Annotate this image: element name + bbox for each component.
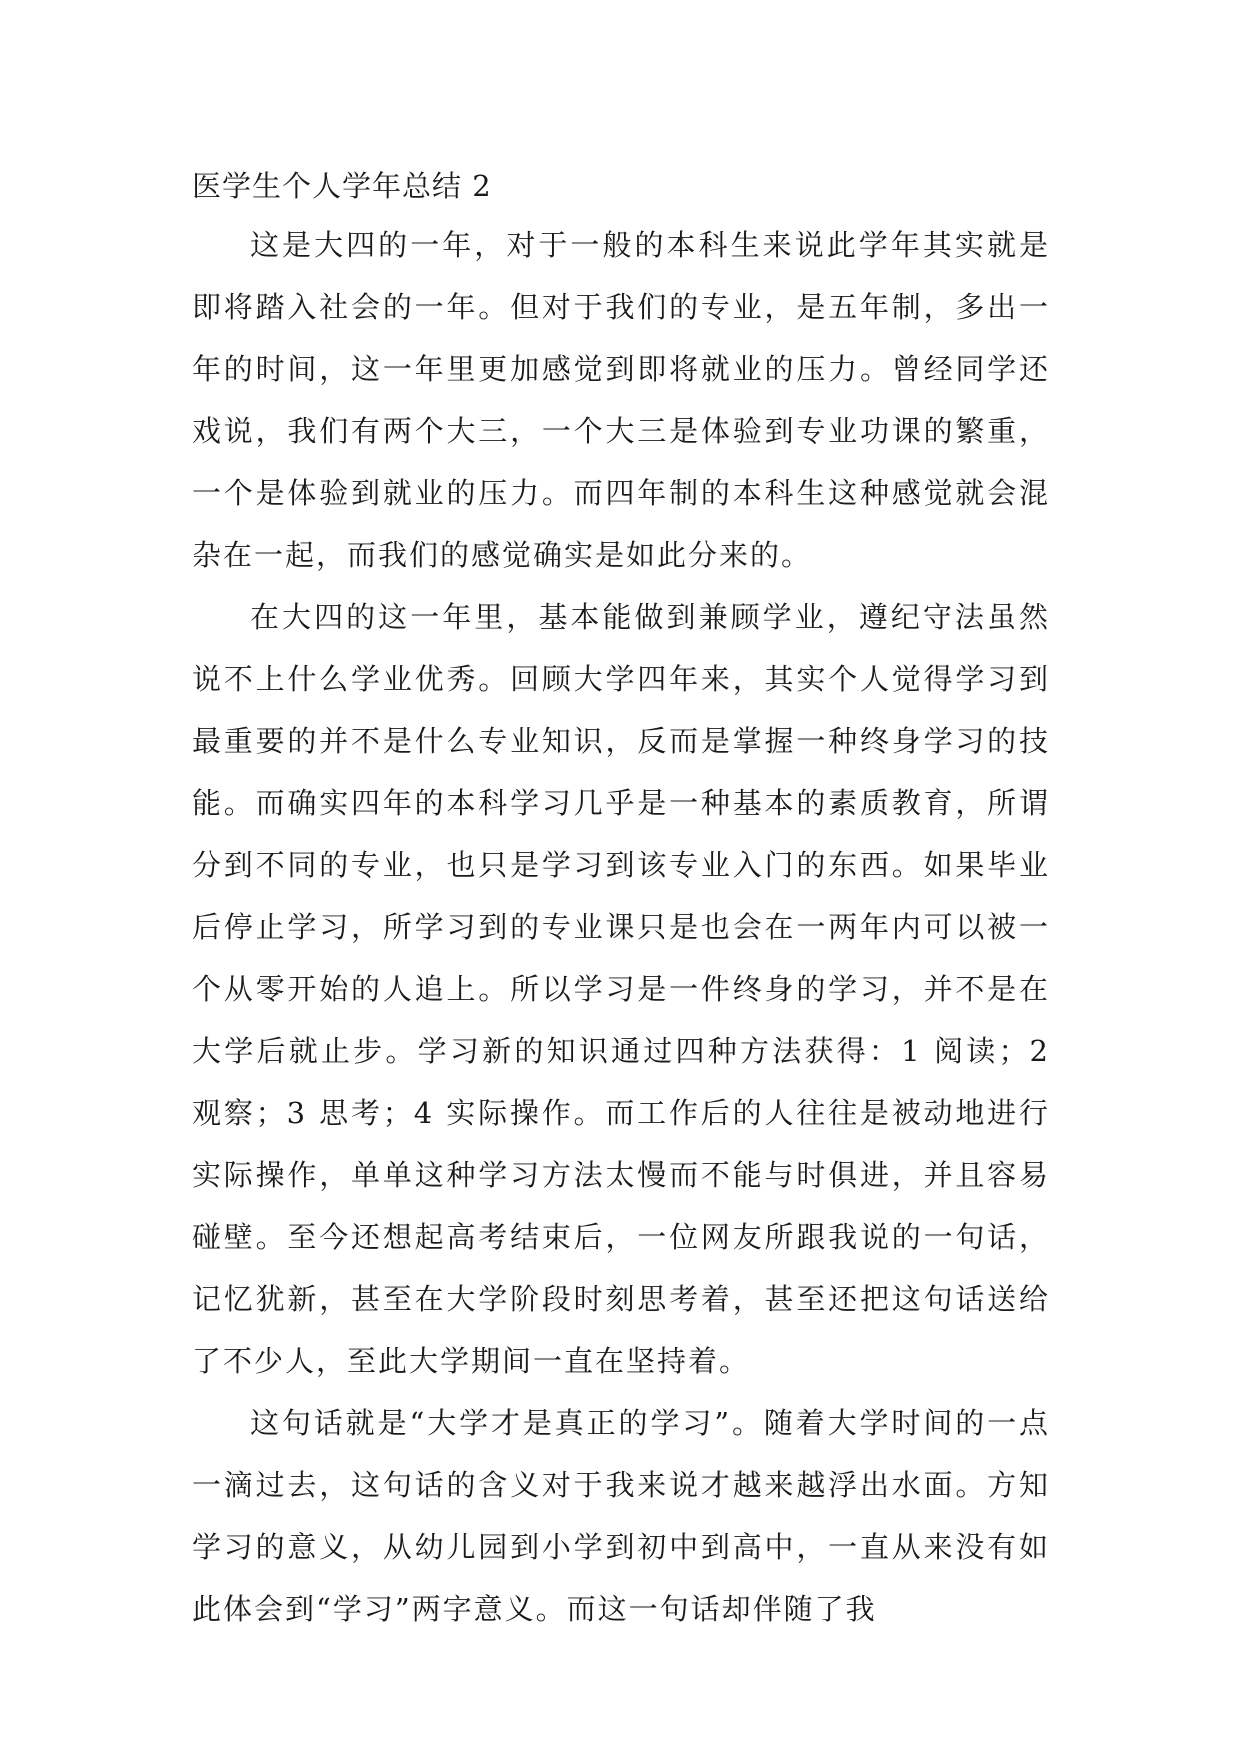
paragraph-2: 在大四的这一年里，基本能做到兼顾学业，遵纪守法虽然说不上什么学业优秀。回顾大学四年来，其实个人觉得学习到最重要的并不是什么专业知识，反而是掌握一种终身学习的技能。而确实四年的本科学习几乎是一种基本的素质教育，所谓分到不同的专业，也只是学习到该专业入门的东西。如果毕业后停止学习，所学习到的专业课只是也会在一两年内可以被一个从零开始的人追上。所以学习是一件终身的学习，并不是在大学后就止步。学习新的知识通过四种方法获得：1 阅读；2 观察；3 思考；4 实际操作。而工作后的人往往是被动地进行实际操作，单单这种学习方法太慢而不能与时俱进，并且容易碰壁。至今还想起高考结束后，一位网友所跟我说的一句话，记忆犹新，甚至在大学阶段时刻思考着，甚至还把这句话送给了不少人，至此大学期间一直在坚持着。 — [192, 600, 1050, 1378]
paragraph-3: 这句话就是“大学才是真正的学习”。随着大学时间的一点一滴过去，这句话的含义对于我来说才越来越浮出水面。方知学习的意义，从幼儿园到小学到初中到高中，一直从来没有如此体会到“学习”两字意义。而这一句话却伴随了我 — [192, 1406, 1050, 1626]
paragraph-1: 这是大四的一年，对于一般的本科生来说此学年其实就是即将踏入社会的一年。但对于我们的专业，是五年制，多出一年的时间，这一年里更加感觉到即将就业的压力。曾经同学还戏说，我们有两个大三，一个大三是体验到专业功课的繁重，一个是体验到就业的压力。而四年制的本科生这种感觉就会混杂在一起，而我们的感觉确实是如此分来的。 — [192, 228, 1050, 572]
document-body — [192, 214, 1050, 1640]
document-title: 医学生个人学年总结 2 — [192, 169, 492, 203]
